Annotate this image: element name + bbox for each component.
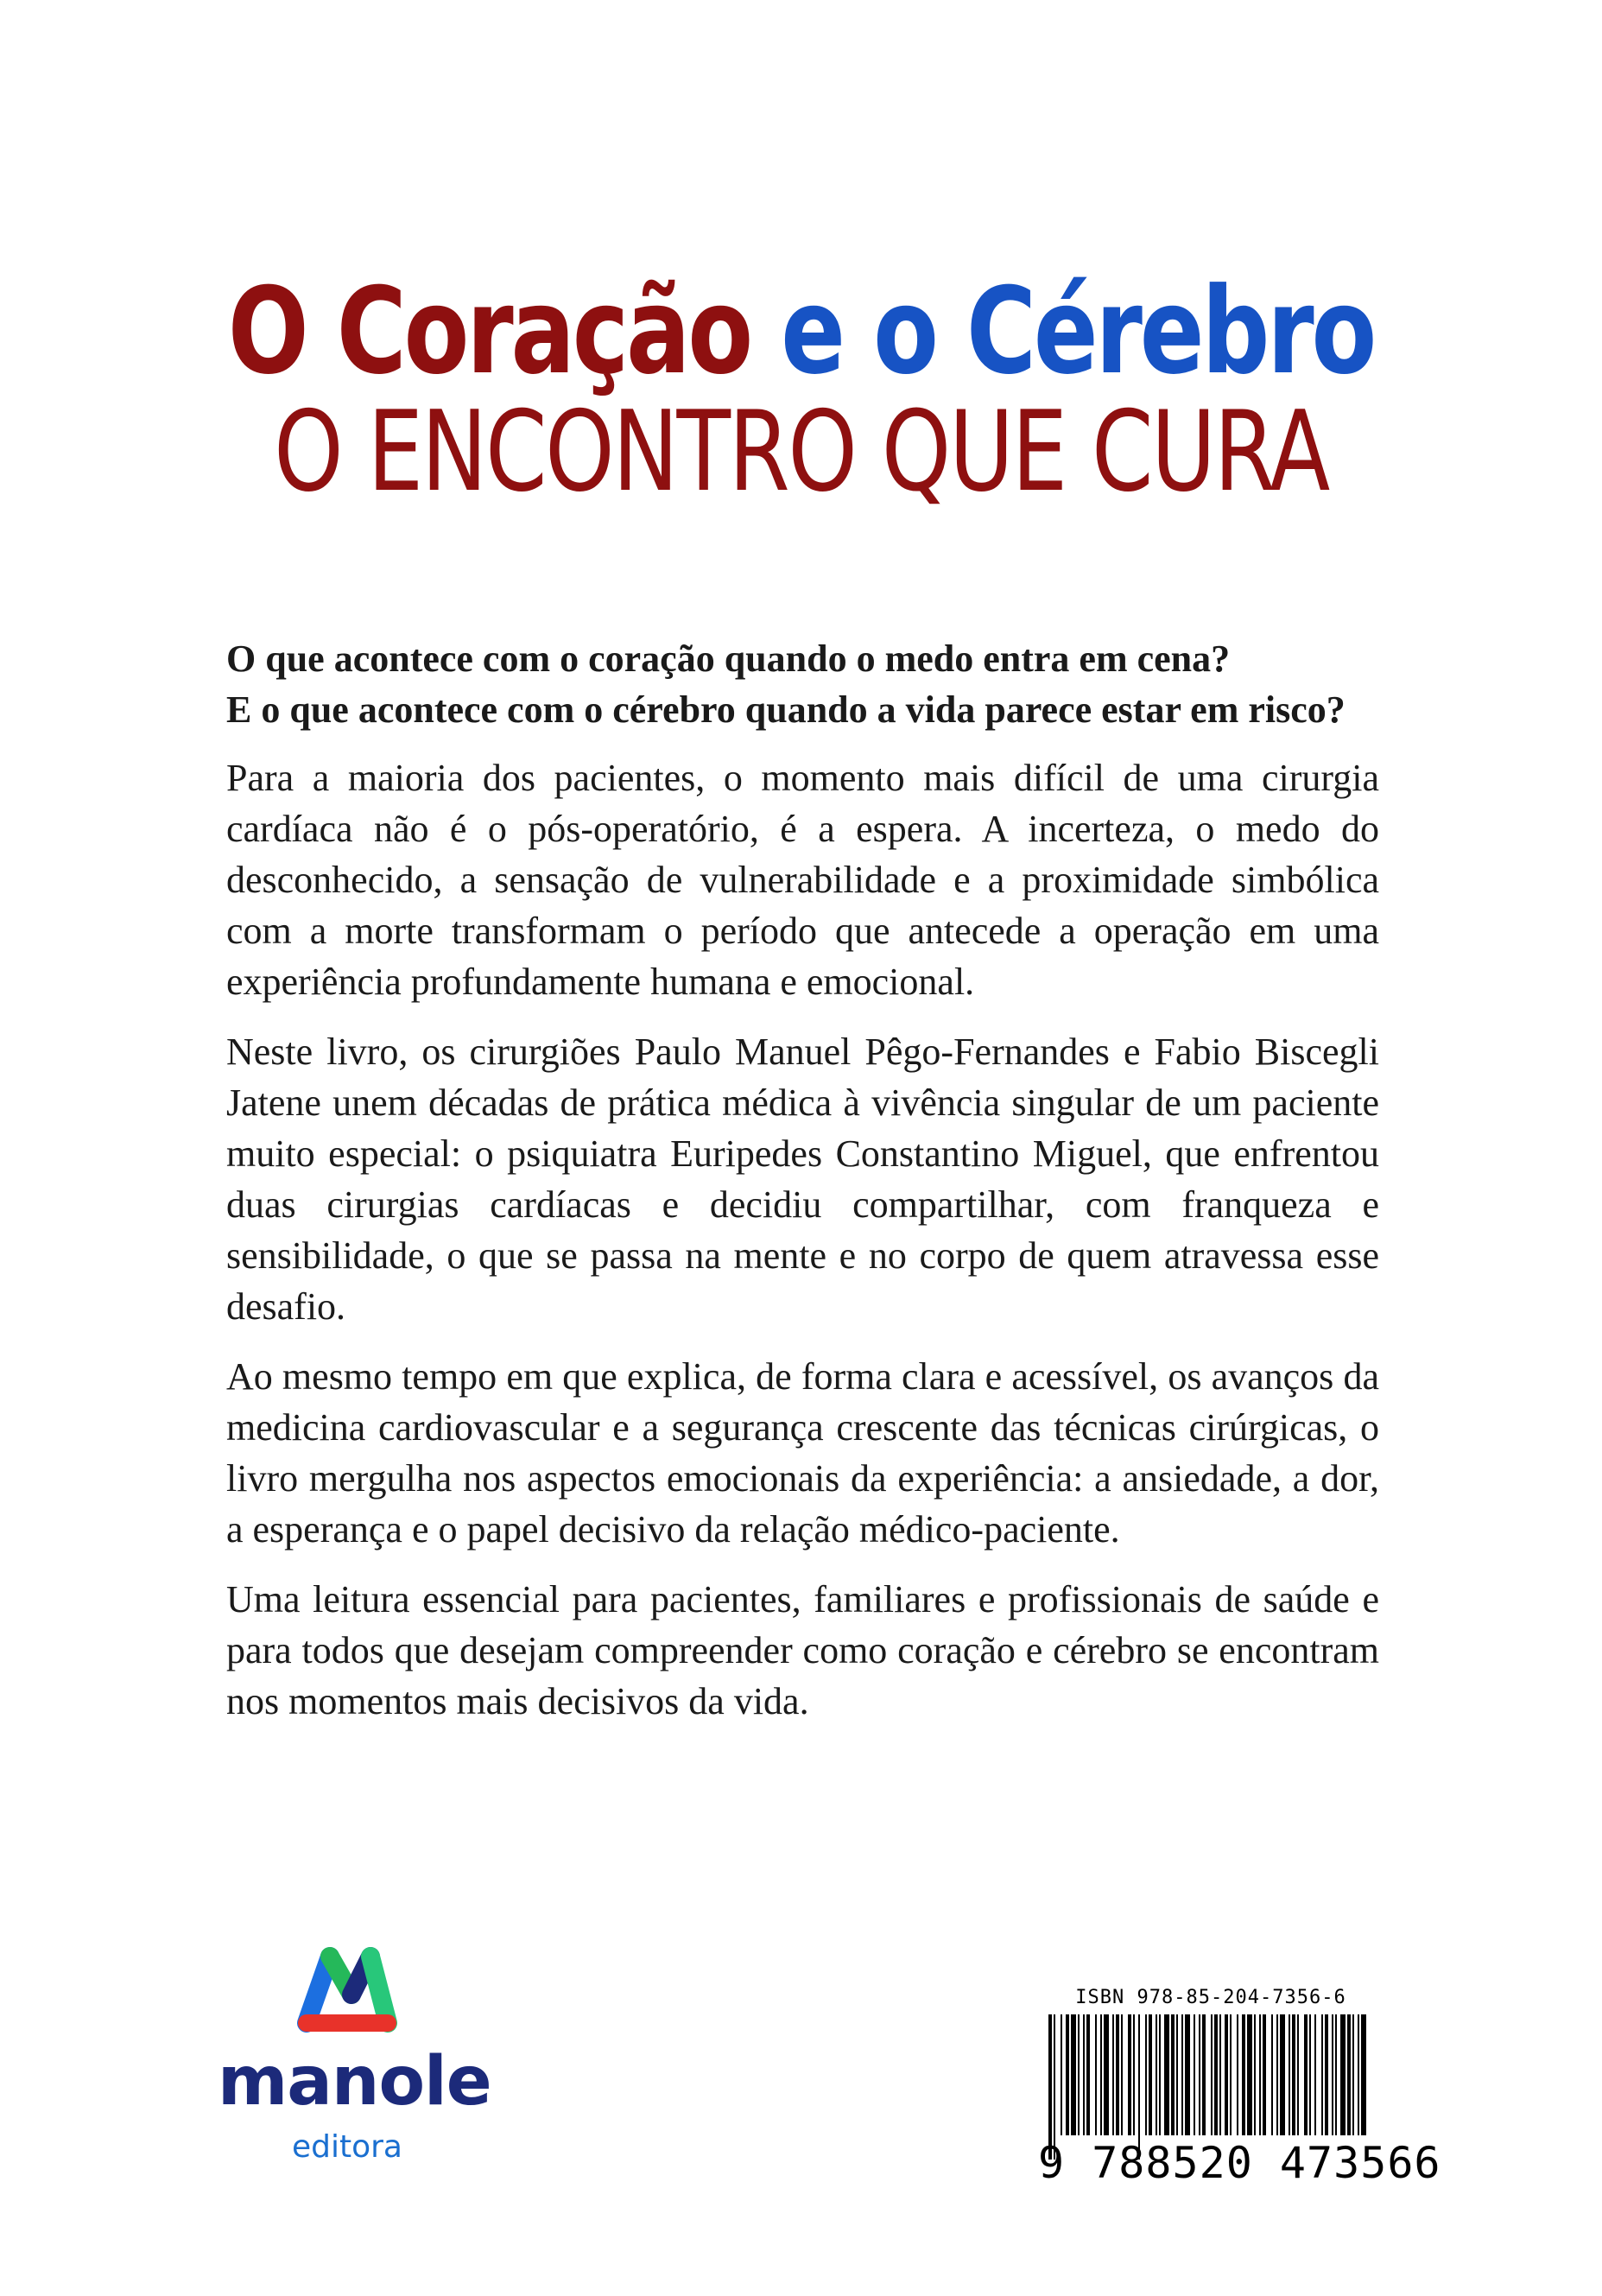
barcode-bar xyxy=(1194,2014,1195,2135)
barcode-bar xyxy=(1361,2014,1366,2135)
barcode-bar xyxy=(1352,2014,1354,2135)
barcode-bar xyxy=(1276,2014,1278,2135)
publisher-logo xyxy=(218,1941,494,2209)
barcode-bar xyxy=(1263,2014,1266,2135)
barcode-bar xyxy=(1259,2014,1261,2135)
barcode-bar xyxy=(1304,2014,1308,2135)
barcode-bar xyxy=(1219,2014,1221,2135)
barcode-bar xyxy=(1095,2014,1097,2135)
barcode-bar xyxy=(1358,2014,1359,2135)
barcode-bar xyxy=(1314,2014,1316,2135)
barcode-bar xyxy=(1254,2014,1256,2135)
barcode-bar xyxy=(1185,2014,1190,2135)
isbn-barcode xyxy=(1038,1987,1441,2203)
barcode-bar xyxy=(1100,2014,1102,2135)
barcode-bar xyxy=(1149,2014,1152,2135)
barcode-bar xyxy=(1156,2014,1157,2135)
blurb-paragraph-4: Uma leitura essencial para pacientes, familiares e profissionais de saúde e para todos que desejam compreender como coração e cérebro se encontram nos momentos mais decisivos da vida. xyxy=(226,1578,1379,1722)
barcode-bar xyxy=(1347,2014,1351,2135)
isbn-label: ISBN 978-85-204-7356-6 xyxy=(1075,1987,1346,2008)
barcode-bar xyxy=(1061,2014,1062,2135)
title-part-heart: O Coração xyxy=(227,262,750,401)
barcode-bar xyxy=(1214,2014,1218,2135)
barcode-bar xyxy=(1104,2014,1109,2135)
barcode-bar xyxy=(1176,2014,1178,2135)
barcode-bar xyxy=(1332,2014,1333,2135)
barcode-bar xyxy=(1181,2014,1183,2135)
barcode-bar xyxy=(1280,2014,1285,2135)
barcode-bar xyxy=(1340,2014,1346,2135)
manole-m-logo-icon xyxy=(291,1941,403,2040)
barcode-bar xyxy=(1121,2014,1123,2135)
barcode-bar xyxy=(1242,2014,1245,2135)
barcode-bar xyxy=(1071,2014,1076,2135)
barcode-bar xyxy=(1066,2014,1069,2135)
lead-question-line2: E o que acontece com o cérebro quando a vida parece estar em risco? xyxy=(226,688,1346,731)
book-title xyxy=(0,262,1602,517)
barcode-bar xyxy=(1171,2014,1175,2135)
barcode-bar xyxy=(1211,2014,1213,2135)
title-main xyxy=(161,262,1442,401)
barcode-bar xyxy=(1292,2014,1295,2135)
barcode-bar xyxy=(1309,2014,1311,2135)
barcode-bar xyxy=(1247,2014,1252,2135)
barcode-bar xyxy=(1116,2014,1119,2135)
barcode-bar xyxy=(1271,2014,1273,2135)
publisher-subtitle: editora xyxy=(291,2129,402,2165)
barcode-bar xyxy=(1086,2014,1090,2135)
barcode-bar xyxy=(1202,2014,1206,2135)
barcode-bar xyxy=(1164,2014,1169,2135)
barcode-bar xyxy=(1225,2014,1228,2135)
barcode-bar xyxy=(1199,2014,1200,2135)
barcode-digits: 9 788520 473566 xyxy=(1038,2138,1441,2188)
blurb-paragraph-3: Ao mesmo tempo em que explica, de forma clara e acessível, os avanços da medicina cardiovascular e a segurança crescente das técnicas cirúrgicas, o livro mergulha nos aspectos emocionais da experiência: a ansiedade, a dor, a esperança e o papel decisivo da relação médico-paciente. xyxy=(226,1355,1379,1551)
barcode-bar xyxy=(1133,2014,1135,2135)
lead-question xyxy=(226,633,1379,735)
barcode-bar xyxy=(1289,2014,1290,2135)
title-part-brain: e o Cérebro xyxy=(781,262,1375,401)
back-cover-blurb xyxy=(226,633,1379,1746)
barcode-bar xyxy=(1083,2014,1085,2135)
publisher-name: manole xyxy=(218,2043,491,2121)
barcode-bar xyxy=(1159,2014,1161,2135)
barcode-bar xyxy=(1325,2014,1328,2135)
barcode-bar xyxy=(1078,2014,1080,2135)
blurb-paragraph-1: Para a maioria dos pacientes, o momento mais difícil de uma cirurgia cardíaca não é o pós-operatório, é a espera. A incerteza, o medo do desconhecido, a sensação de vulnerabilidade e a proximidade simbólica com a morte transformam o período que antecede a operação em uma experiência profundamente humana e emocional. xyxy=(226,757,1379,1003)
barcode-bar xyxy=(1145,2014,1147,2135)
barcode-bar xyxy=(1112,2014,1114,2135)
lead-question-line1: O que acontece com o coração quando o medo entra em cena? xyxy=(226,637,1231,680)
barcode-bar xyxy=(1230,2014,1232,2135)
barcode-bar xyxy=(1335,2014,1337,2135)
barcode-bar xyxy=(1128,2014,1131,2135)
barcode-bar xyxy=(1237,2014,1238,2135)
title-subtitle: O ENCONTRO QUE CURA xyxy=(274,388,1328,517)
blurb-paragraph-2: Neste livro, os cirurgiões Paulo Manuel Pêgo-Fernandes e Fabio Biscegli Jatene unem décadas de prática médica à vivência singular de um paciente muito especial: o psiquiatra Euripedes Constantino Miguel, que enfrentou duas cirurgias cardíacas e decidiu compartilhar, com franqueza e sensibilidade, o que se passa na mente e no corpo de quem atravessa esse desafio. xyxy=(226,1031,1379,1328)
barcode-bar xyxy=(1321,2014,1323,2135)
barcode-bar xyxy=(1297,2014,1299,2135)
